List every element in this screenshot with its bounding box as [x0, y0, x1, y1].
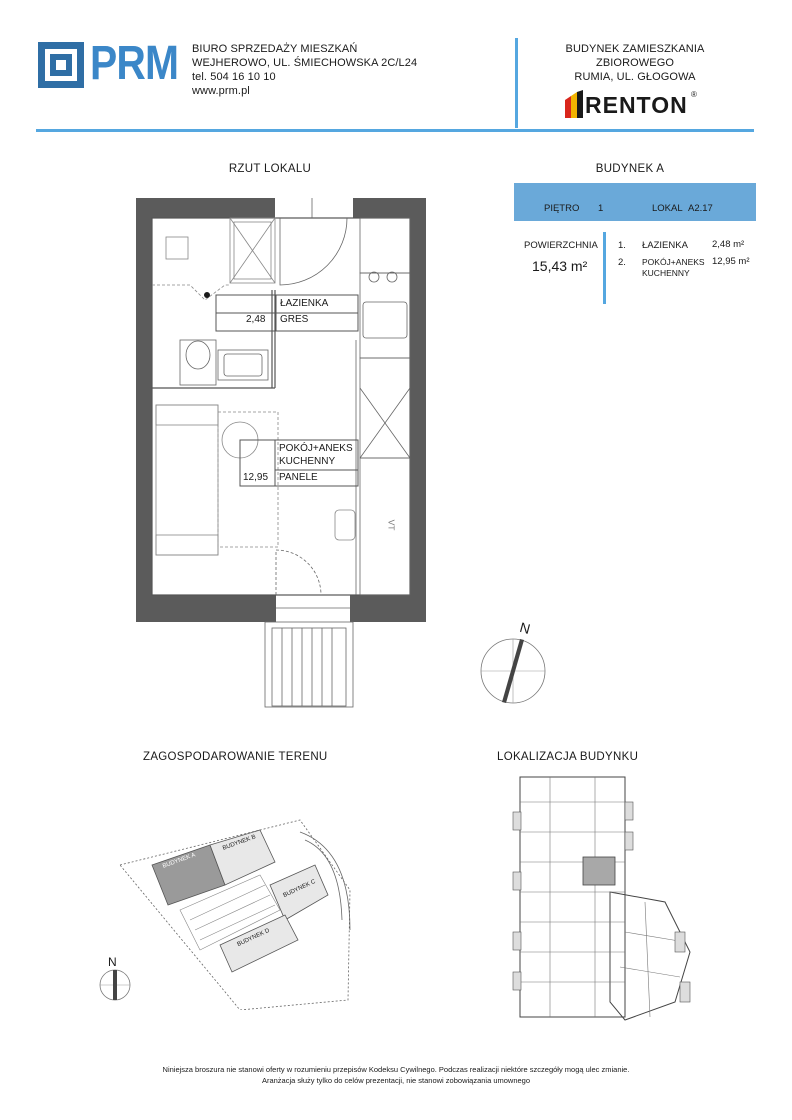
room-list-name-line2: KUCHENNY [642, 268, 690, 278]
site-plan-title: ZAGOSPODAROWANIE TERENU [143, 751, 328, 763]
renton-logo-mark [563, 90, 585, 118]
company-website[interactable]: www.prm.pl [192, 85, 250, 97]
registered-mark: ® [691, 90, 697, 99]
floor-plan-title: RZUT LOKALU [228, 163, 312, 175]
room2-floor: PANELE [279, 472, 318, 483]
room1-area: 2,48 [246, 314, 266, 325]
room2-name-line1: POKÓJ+ANEKS [279, 443, 353, 454]
area-value: 15,43 m² [532, 258, 588, 274]
info-divider [603, 232, 606, 304]
prm-logo[interactable] [38, 37, 179, 94]
walls [136, 198, 426, 622]
vt-label: VT [386, 519, 397, 531]
site-building-b: BUDYNEK B [222, 834, 257, 852]
room1-name: ŁAZIENKA [280, 298, 329, 309]
unit-value: A2.17 [688, 203, 713, 214]
floor-label: PIĘTRO [544, 203, 580, 214]
location-drawing [505, 772, 705, 1024]
site-compass-north-label: N [108, 955, 117, 969]
site-building-c: BUDYNEK C [282, 878, 317, 900]
compass-north-label: N [518, 618, 533, 638]
compass-icon [478, 636, 548, 706]
site-compass-icon [98, 968, 132, 1002]
footer-disclaimer: Niniejsza broszura nie stanowi oferty w rozumieniu przepisów Kodeksu Cywilnego. Podczas realizacji niektóre szczegóły mogą ulec zmianie. [162, 1065, 630, 1074]
floor-value: 1 [598, 203, 604, 214]
room2-name-line2: KUCHENNY [279, 456, 336, 467]
room2-area: 12,95 [243, 472, 269, 483]
site-building-a: BUDYNEK A [162, 852, 197, 870]
site-plan-drawing [100, 810, 360, 1010]
project-location: RUMIA, UL. GŁOGOWA [574, 71, 696, 83]
company-address: WEJHEROWO, UL. ŚMIECHOWSKA 2C/L24 [192, 57, 418, 69]
prm-logo-text: PRM [90, 37, 179, 90]
header-horizontal-divider [36, 129, 754, 132]
footer-disclaimer-line2: Aranżacja służy tylko do celów prezentacji, nie stanowi zobowiązania umownego [261, 1076, 531, 1085]
room-list-no: 1. [618, 240, 626, 251]
room1-floor: GRES [280, 314, 309, 325]
room-list-no: 2. [618, 257, 626, 268]
room-list-area: 12,95 m² [712, 256, 750, 267]
location-title: LOKALIZACJA BUDYNKU [497, 751, 639, 763]
site-building-d: BUDYNEK D [236, 927, 271, 949]
unit-label: LOKAL [652, 203, 683, 214]
company-name: BIURO SPRZEDAŻY MIESZKAŃ [192, 43, 358, 55]
room-list-name: POKÓJ+ANEKS [642, 257, 705, 267]
building-title: BUDYNEK A [595, 163, 665, 175]
unit-info-bar [514, 183, 756, 221]
room-list-area: 2,48 m² [712, 239, 745, 250]
room-list-name: ŁAZIENKA [642, 240, 688, 251]
renton-logo[interactable] [563, 90, 703, 120]
project-title-line1: BUDYNEK ZAMIESZKANIA [565, 43, 705, 55]
header-vertical-divider [515, 38, 518, 128]
project-title-line2: ZBIOROWEGO [596, 57, 674, 69]
renton-logo-text: RENTON [585, 92, 688, 118]
company-phone[interactable]: tel. 504 16 10 10 [192, 71, 276, 83]
area-label: POWIERZCHNIA [524, 240, 598, 251]
